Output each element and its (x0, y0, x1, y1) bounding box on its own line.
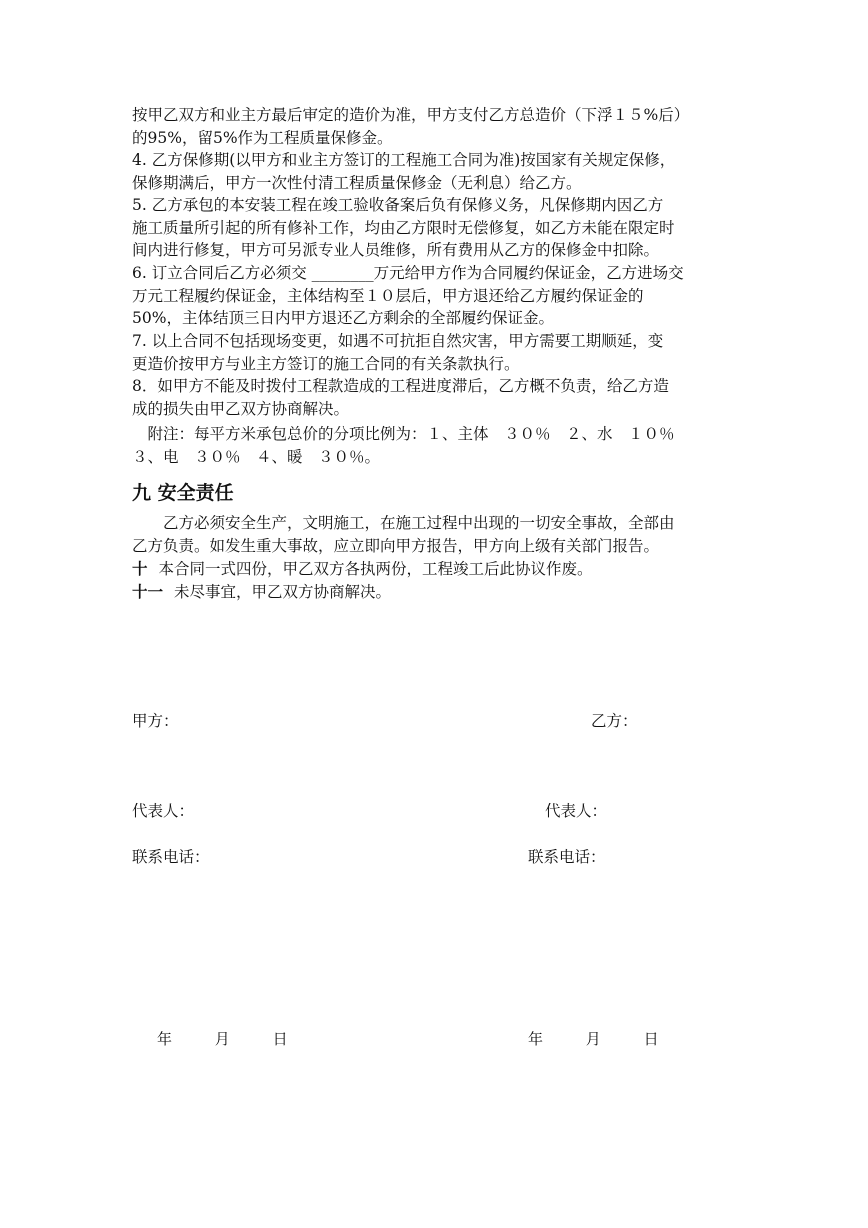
text-line: 按甲乙双方和业主方最后审定的造价为准，甲方支付乙方总造价（下浮１５%后） (132, 106, 690, 124)
date-month: 月 (585, 1030, 601, 1048)
text-line: 保修期满后，甲方一次性付清工程质量保修金（无利息）给乙方。 (132, 173, 582, 192)
clause-8 (132, 375, 744, 420)
section-10-label: 十 (132, 560, 148, 578)
text-line: 的95%，留5%作为工程质量保修金。 (132, 128, 393, 147)
date-year: 年 (528, 1030, 544, 1048)
party-b-label: 乙方： (591, 712, 638, 730)
clause-6 (132, 262, 744, 330)
date-day: 日 (643, 1030, 659, 1048)
text-line: ３、电 ３０％ ４、暖 ３０％。 (132, 447, 381, 466)
party-a-label: 甲方： (132, 712, 179, 730)
section-11-label: 十一 (132, 583, 164, 601)
clause-7 (132, 330, 744, 375)
text-line: 4. 乙方保修期(以甲方和业主方签订的工程施工合同为准)按国家有关规定保修， (132, 151, 676, 169)
section-11-text: 未尽事宜，甲乙双方协商解决。 (173, 583, 391, 601)
text-line: 乙方必须安全生产，文明施工，在施工过程中出现的一切安全事故，全部由 (132, 514, 675, 532)
section-10-text: 本合同一式四份，甲乙双方各执两份，工程竣工后此协议作废。 (158, 560, 593, 578)
text-line: 8．如甲方不能及时拨付工程款造成的工程进度滞后，乙方概不负责，给乙方造 (132, 377, 669, 395)
clause-5 (132, 194, 744, 262)
section-9-body (132, 512, 744, 557)
text-line: 间内进行修复，甲方可另派专业人员维修，所有费用从乙方的保修金中扣除。 (132, 241, 660, 259)
text-line: 5. 乙方承包的本安装工程在竣工验收备案后负有保修义务，凡保修期内因乙方 (132, 196, 664, 214)
text-line: 附注：每平方米承包总价的分项比例为：１、主体 ３０％ ２、水 １０％ (132, 425, 675, 443)
payment-paragraph (132, 104, 744, 149)
date-right (528, 1028, 659, 1050)
text-line: 成的损失由甲乙双方协商解决。 (132, 399, 350, 418)
text-line: 6. 订立合同后乙方必须交 ________万元给甲方作为合同履约保证金，乙方进场交 (132, 264, 684, 282)
rep-a-label: 代表人： (132, 802, 195, 820)
section-11 (132, 581, 744, 604)
phone-b-label: 联系电话： (528, 848, 606, 866)
date-left (157, 1028, 288, 1050)
text-line: 施工质量所引起的所有修补工作，均由乙方限时无偿修复，如乙方未能在限定时 (132, 218, 675, 237)
note-paragraph (132, 423, 744, 468)
text-line: 7. 以上合同不包括现场变更，如遇不可抗拒自然灾害，甲方需要工期顺延，变 (132, 332, 664, 350)
date-day: 日 (272, 1030, 288, 1048)
text-line: 50%，主体结顶三日内甲方退还乙方剩余的全部履约保证金。 (132, 309, 554, 327)
date-month: 月 (214, 1030, 230, 1048)
text-line: 万元工程履约保证金，主体结构至１０层后，甲方退还给乙方履约保证金的 (132, 286, 644, 305)
text-line: 更造价按甲方与业主方签订的施工合同的有关条款执行。 (132, 354, 520, 373)
section-10 (132, 558, 744, 581)
rep-b-label: 代表人： (545, 802, 608, 820)
date-year: 年 (157, 1030, 173, 1048)
clause-4 (132, 149, 744, 194)
text-line: 乙方负责。如发生重大事故，应立即向甲方报告，甲方向上级有关部门报告。 (132, 536, 660, 555)
section-9-heading: 九 安全责任 (132, 482, 234, 504)
phone-a-label: 联系电话： (132, 848, 210, 866)
